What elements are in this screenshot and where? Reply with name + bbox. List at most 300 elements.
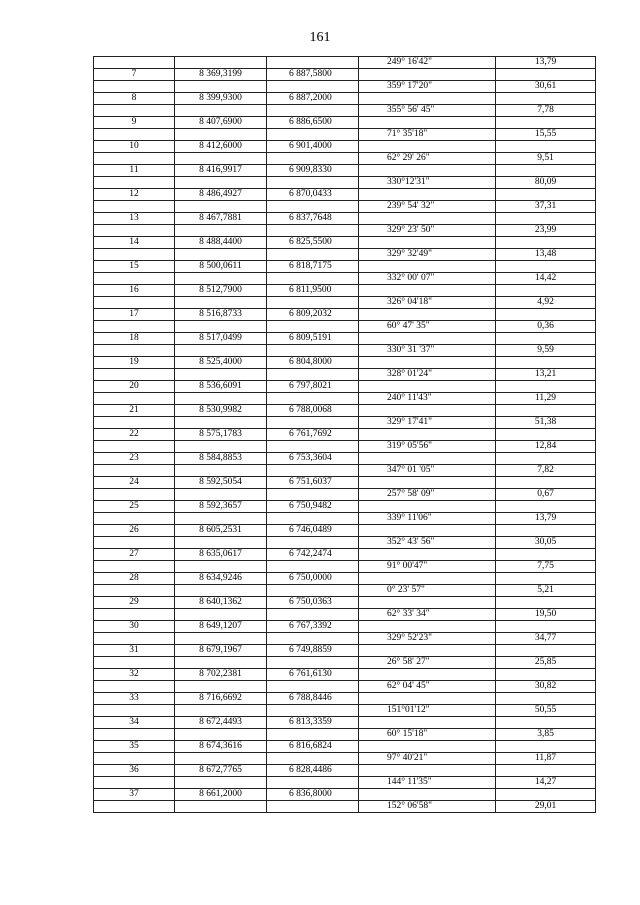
- y-coordinate-cell: 6 751,6037: [267, 477, 359, 489]
- x-coordinate-cell: 8 467,7881: [175, 213, 267, 225]
- empty-cell: [496, 261, 596, 273]
- empty-cell: [94, 633, 175, 645]
- empty-cell: [496, 213, 596, 225]
- y-coordinate-cell: 6 788,0068: [267, 405, 359, 417]
- empty-cell: [175, 633, 267, 645]
- empty-cell: [175, 81, 267, 93]
- empty-cell: [267, 681, 359, 693]
- y-coordinate-cell: 6 749,8859: [267, 645, 359, 657]
- segment-row: [94, 705, 596, 717]
- empty-cell: [267, 369, 359, 381]
- empty-cell: [496, 717, 596, 729]
- distance-cell: 14,42: [496, 273, 596, 285]
- empty-cell: [267, 297, 359, 309]
- distance-cell: 80,09: [496, 177, 596, 189]
- distance-cell: 30,05: [496, 537, 596, 549]
- y-coordinate-cell: 6 750,9482: [267, 501, 359, 513]
- point-number-cell: 18: [94, 333, 175, 345]
- empty-cell: [175, 705, 267, 717]
- distance-cell: 13,79: [496, 57, 596, 69]
- segment-row: [94, 537, 596, 549]
- empty-cell: [267, 417, 359, 429]
- empty-cell: [496, 429, 596, 441]
- distance-cell: 0,36: [496, 321, 596, 333]
- empty-cell: [496, 789, 596, 801]
- empty-cell: [496, 117, 596, 129]
- empty-cell: [267, 537, 359, 549]
- point-row: [94, 549, 596, 561]
- bearing-cell: 239° 54' 32": [359, 201, 496, 213]
- distance-cell: 15,55: [496, 129, 596, 141]
- point-number-cell: 9: [94, 117, 175, 129]
- empty-cell: [94, 681, 175, 693]
- empty-cell: [267, 633, 359, 645]
- empty-cell: [267, 273, 359, 285]
- segment-row: [94, 201, 596, 213]
- point-row: [94, 453, 596, 465]
- point-number-cell: 20: [94, 381, 175, 393]
- empty-cell: [267, 657, 359, 669]
- empty-cell: [94, 609, 175, 621]
- empty-cell: [496, 93, 596, 105]
- bearing-cell: 330° 31 '37": [359, 345, 496, 357]
- bearing-cell: 326° 04'18": [359, 297, 496, 309]
- empty-cell: [267, 201, 359, 213]
- empty-cell: [359, 453, 496, 465]
- segment-row: [94, 321, 596, 333]
- empty-cell: [359, 549, 496, 561]
- x-coordinate-cell: 8 416,9917: [175, 165, 267, 177]
- bearing-cell: 329° 32'49": [359, 249, 496, 261]
- distance-cell: 50,55: [496, 705, 596, 717]
- empty-cell: [267, 777, 359, 789]
- point-row: [94, 405, 596, 417]
- empty-cell: [359, 69, 496, 81]
- segment-row: [94, 369, 596, 381]
- bearing-cell: 355° 56' 45": [359, 105, 496, 117]
- segment-row: [94, 81, 596, 93]
- y-coordinate-cell: 6 804,8000: [267, 357, 359, 369]
- point-number-cell: 36: [94, 765, 175, 777]
- empty-cell: [359, 429, 496, 441]
- segment-row: [94, 273, 596, 285]
- distance-cell: 25,85: [496, 657, 596, 669]
- segment-row: [94, 129, 596, 141]
- point-number-cell: 31: [94, 645, 175, 657]
- bearing-cell: 329° 52'23": [359, 633, 496, 645]
- distance-cell: 7,78: [496, 105, 596, 117]
- empty-cell: [94, 321, 175, 333]
- empty-cell: [359, 381, 496, 393]
- point-row: [94, 741, 596, 753]
- point-number-cell: 23: [94, 453, 175, 465]
- empty-cell: [359, 237, 496, 249]
- empty-cell: [267, 129, 359, 141]
- empty-cell: [175, 537, 267, 549]
- x-coordinate-cell: 8 592,5054: [175, 477, 267, 489]
- empty-cell: [94, 489, 175, 501]
- distance-cell: 29,01: [496, 801, 596, 813]
- point-row: [94, 117, 596, 129]
- empty-cell: [94, 657, 175, 669]
- empty-cell: [267, 153, 359, 165]
- empty-cell: [496, 573, 596, 585]
- empty-cell: [94, 585, 175, 597]
- empty-cell: [94, 297, 175, 309]
- bearing-cell: 330°12'31": [359, 177, 496, 189]
- empty-cell: [359, 477, 496, 489]
- empty-cell: [94, 201, 175, 213]
- empty-cell: [94, 561, 175, 573]
- empty-cell: [359, 117, 496, 129]
- empty-cell: [496, 765, 596, 777]
- distance-cell: 19,50: [496, 609, 596, 621]
- empty-cell: [496, 357, 596, 369]
- x-coordinate-cell: 8 702,2381: [175, 669, 267, 681]
- bearing-cell: 26° 58' 27": [359, 657, 496, 669]
- point-row: [94, 789, 596, 801]
- bearing-cell: 0° 23' 57": [359, 585, 496, 597]
- empty-cell: [496, 333, 596, 345]
- point-number-cell: 28: [94, 573, 175, 585]
- empty-cell: [94, 105, 175, 117]
- x-coordinate-cell: 8 412,6000: [175, 141, 267, 153]
- empty-cell: [359, 189, 496, 201]
- x-coordinate-cell: 8 584,8853: [175, 453, 267, 465]
- point-number-cell: 13: [94, 213, 175, 225]
- empty-cell: [267, 585, 359, 597]
- x-coordinate-cell: 8 516,8733: [175, 309, 267, 321]
- empty-cell: [94, 417, 175, 429]
- x-coordinate-cell: 8 679,1967: [175, 645, 267, 657]
- empty-cell: [175, 753, 267, 765]
- point-row: [94, 645, 596, 657]
- empty-cell: [175, 561, 267, 573]
- point-row: [94, 261, 596, 273]
- bearing-cell: 249° 16'42": [359, 57, 496, 69]
- bearing-cell: 257° 58' 09": [359, 489, 496, 501]
- y-coordinate-cell: 6 828,4486: [267, 765, 359, 777]
- segment-row: [94, 657, 596, 669]
- segment-row: [94, 633, 596, 645]
- empty-cell: [175, 681, 267, 693]
- point-number-cell: 19: [94, 357, 175, 369]
- point-row: [94, 93, 596, 105]
- empty-cell: [359, 621, 496, 633]
- segment-row: [94, 177, 596, 189]
- empty-cell: [267, 321, 359, 333]
- empty-cell: [496, 165, 596, 177]
- point-row: [94, 69, 596, 81]
- distance-cell: 3,85: [496, 729, 596, 741]
- point-number-cell: 10: [94, 141, 175, 153]
- empty-cell: [496, 381, 596, 393]
- empty-cell: [359, 357, 496, 369]
- point-row: [94, 693, 596, 705]
- point-number-cell: 16: [94, 285, 175, 297]
- x-coordinate-cell: 8 536,6091: [175, 381, 267, 393]
- empty-cell: [267, 57, 359, 69]
- empty-cell: [94, 441, 175, 453]
- empty-cell: [175, 225, 267, 237]
- distance-cell: 13,79: [496, 513, 596, 525]
- empty-cell: [359, 717, 496, 729]
- empty-cell: [359, 693, 496, 705]
- y-coordinate-cell: 6 809,5191: [267, 333, 359, 345]
- point-row: [94, 357, 596, 369]
- distance-cell: 51,38: [496, 417, 596, 429]
- empty-cell: [496, 309, 596, 321]
- distance-cell: 34,77: [496, 633, 596, 645]
- empty-cell: [94, 225, 175, 237]
- point-number-cell: 11: [94, 165, 175, 177]
- point-row: [94, 429, 596, 441]
- y-coordinate-cell: 6 746,0489: [267, 525, 359, 537]
- empty-cell: [496, 189, 596, 201]
- y-coordinate-cell: 6 811,9500: [267, 285, 359, 297]
- empty-cell: [175, 57, 267, 69]
- empty-cell: [496, 741, 596, 753]
- empty-cell: [359, 741, 496, 753]
- empty-cell: [94, 753, 175, 765]
- empty-cell: [359, 213, 496, 225]
- empty-cell: [175, 201, 267, 213]
- x-coordinate-cell: 8 592,3657: [175, 501, 267, 513]
- point-number-cell: 14: [94, 237, 175, 249]
- empty-cell: [496, 285, 596, 297]
- y-coordinate-cell: 6 901,4000: [267, 141, 359, 153]
- empty-cell: [267, 465, 359, 477]
- segment-row: [94, 489, 596, 501]
- empty-cell: [359, 597, 496, 609]
- distance-cell: 13,21: [496, 369, 596, 381]
- empty-cell: [175, 417, 267, 429]
- distance-cell: 4,92: [496, 297, 596, 309]
- empty-cell: [496, 525, 596, 537]
- bearing-cell: 71° 35'18": [359, 129, 496, 141]
- bearing-cell: 62° 33' 34": [359, 609, 496, 621]
- empty-cell: [94, 249, 175, 261]
- point-number-cell: 17: [94, 309, 175, 321]
- empty-cell: [175, 441, 267, 453]
- bearing-cell: 359° 17'20": [359, 81, 496, 93]
- point-row: [94, 381, 596, 393]
- distance-cell: 23,99: [496, 225, 596, 237]
- x-coordinate-cell: 8 525,4000: [175, 357, 267, 369]
- bearing-cell: 144° 11'35": [359, 777, 496, 789]
- empty-cell: [496, 669, 596, 681]
- point-number-cell: 37: [94, 789, 175, 801]
- empty-cell: [359, 309, 496, 321]
- empty-cell: [359, 141, 496, 153]
- empty-cell: [175, 585, 267, 597]
- empty-cell: [175, 777, 267, 789]
- y-coordinate-cell: 6 870,0433: [267, 189, 359, 201]
- empty-cell: [267, 345, 359, 357]
- distance-cell: 14,27: [496, 777, 596, 789]
- x-coordinate-cell: 8 672,4493: [175, 717, 267, 729]
- distance-cell: 0,67: [496, 489, 596, 501]
- point-number-cell: 24: [94, 477, 175, 489]
- empty-cell: [359, 405, 496, 417]
- empty-cell: [175, 489, 267, 501]
- point-row: [94, 189, 596, 201]
- empty-cell: [175, 609, 267, 621]
- point-number-cell: 8: [94, 93, 175, 105]
- empty-cell: [94, 129, 175, 141]
- empty-cell: [267, 225, 359, 237]
- empty-cell: [496, 237, 596, 249]
- empty-cell: [267, 705, 359, 717]
- point-number-cell: 33: [94, 693, 175, 705]
- empty-cell: [175, 177, 267, 189]
- distance-cell: 7,75: [496, 561, 596, 573]
- point-number-cell: 26: [94, 525, 175, 537]
- segment-row: [94, 441, 596, 453]
- y-coordinate-cell: 6 753,3604: [267, 453, 359, 465]
- segment-row: [94, 801, 596, 813]
- empty-cell: [496, 69, 596, 81]
- empty-cell: [175, 273, 267, 285]
- empty-cell: [267, 753, 359, 765]
- point-row: [94, 525, 596, 537]
- y-coordinate-cell: 6 761,6130: [267, 669, 359, 681]
- point-row: [94, 237, 596, 249]
- distance-cell: 30,82: [496, 681, 596, 693]
- x-coordinate-cell: 8 635,0617: [175, 549, 267, 561]
- point-number-cell: 22: [94, 429, 175, 441]
- empty-cell: [496, 597, 596, 609]
- empty-cell: [496, 645, 596, 657]
- distance-cell: 9,51: [496, 153, 596, 165]
- segment-row: [94, 249, 596, 261]
- empty-cell: [175, 465, 267, 477]
- y-coordinate-cell: 6 886,6500: [267, 117, 359, 129]
- empty-cell: [359, 333, 496, 345]
- bearing-cell: 60° 15'18": [359, 729, 496, 741]
- empty-cell: [267, 393, 359, 405]
- empty-cell: [94, 537, 175, 549]
- empty-cell: [175, 345, 267, 357]
- distance-cell: 30,61: [496, 81, 596, 93]
- empty-cell: [496, 405, 596, 417]
- y-coordinate-cell: 6 809,2032: [267, 309, 359, 321]
- empty-cell: [496, 477, 596, 489]
- segment-row: [94, 609, 596, 621]
- point-number-cell: 34: [94, 717, 175, 729]
- x-coordinate-cell: 8 407,6900: [175, 117, 267, 129]
- distance-cell: 37,31: [496, 201, 596, 213]
- point-row: [94, 333, 596, 345]
- table-row: [94, 57, 596, 69]
- x-coordinate-cell: 8 605,2531: [175, 525, 267, 537]
- point-number-cell: 7: [94, 69, 175, 81]
- distance-cell: 13,48: [496, 249, 596, 261]
- distance-cell: 12,84: [496, 441, 596, 453]
- bearing-cell: 319° 05'56": [359, 441, 496, 453]
- bearing-cell: 329° 17'41": [359, 417, 496, 429]
- empty-cell: [94, 801, 175, 813]
- empty-cell: [267, 729, 359, 741]
- empty-cell: [175, 249, 267, 261]
- empty-cell: [94, 369, 175, 381]
- segment-row: [94, 729, 596, 741]
- segment-row: [94, 513, 596, 525]
- empty-cell: [94, 465, 175, 477]
- point-row: [94, 669, 596, 681]
- empty-cell: [359, 669, 496, 681]
- point-number-cell: 30: [94, 621, 175, 633]
- x-coordinate-cell: 8 716,6692: [175, 693, 267, 705]
- segment-row: [94, 153, 596, 165]
- segment-row: [94, 753, 596, 765]
- bearing-cell: 328° 01'24": [359, 369, 496, 381]
- empty-cell: [94, 153, 175, 165]
- empty-cell: [175, 801, 267, 813]
- point-row: [94, 621, 596, 633]
- empty-cell: [94, 81, 175, 93]
- segment-row: [94, 345, 596, 357]
- bearing-cell: 332° 00' 07": [359, 273, 496, 285]
- empty-cell: [267, 81, 359, 93]
- point-row: [94, 717, 596, 729]
- x-coordinate-cell: 8 575,1783: [175, 429, 267, 441]
- y-coordinate-cell: 6 887,5800: [267, 69, 359, 81]
- bearing-cell: 240° 11'43": [359, 393, 496, 405]
- page-number: 161: [309, 30, 331, 45]
- bearing-cell: 329° 23' 50": [359, 225, 496, 237]
- point-row: [94, 141, 596, 153]
- empty-cell: [359, 765, 496, 777]
- point-row: [94, 309, 596, 321]
- segment-row: [94, 417, 596, 429]
- empty-cell: [496, 141, 596, 153]
- segment-row: [94, 393, 596, 405]
- empty-cell: [175, 513, 267, 525]
- empty-cell: [359, 573, 496, 585]
- empty-cell: [94, 513, 175, 525]
- distance-cell: 7,82: [496, 465, 596, 477]
- distance-cell: 11,29: [496, 393, 596, 405]
- empty-cell: [94, 777, 175, 789]
- x-coordinate-cell: 8 512,7900: [175, 285, 267, 297]
- x-coordinate-cell: 8 640,1362: [175, 597, 267, 609]
- y-coordinate-cell: 6 767,3392: [267, 621, 359, 633]
- empty-cell: [496, 549, 596, 561]
- empty-cell: [267, 561, 359, 573]
- x-coordinate-cell: 8 634,9246: [175, 573, 267, 585]
- y-coordinate-cell: 6 761,7692: [267, 429, 359, 441]
- point-number-cell: 32: [94, 669, 175, 681]
- point-row: [94, 597, 596, 609]
- empty-cell: [359, 93, 496, 105]
- empty-cell: [496, 621, 596, 633]
- y-coordinate-cell: 6 797,8021: [267, 381, 359, 393]
- empty-cell: [175, 297, 267, 309]
- bearing-cell: 62° 29' 26": [359, 153, 496, 165]
- empty-cell: [359, 501, 496, 513]
- bearing-cell: 151°01'12": [359, 705, 496, 717]
- empty-cell: [94, 393, 175, 405]
- empty-cell: [94, 273, 175, 285]
- x-coordinate-cell: 8 530,9982: [175, 405, 267, 417]
- empty-cell: [267, 177, 359, 189]
- point-row: [94, 501, 596, 513]
- bearing-cell: 97° 40'21": [359, 753, 496, 765]
- empty-cell: [267, 489, 359, 501]
- point-row: [94, 477, 596, 489]
- segment-row: [94, 561, 596, 573]
